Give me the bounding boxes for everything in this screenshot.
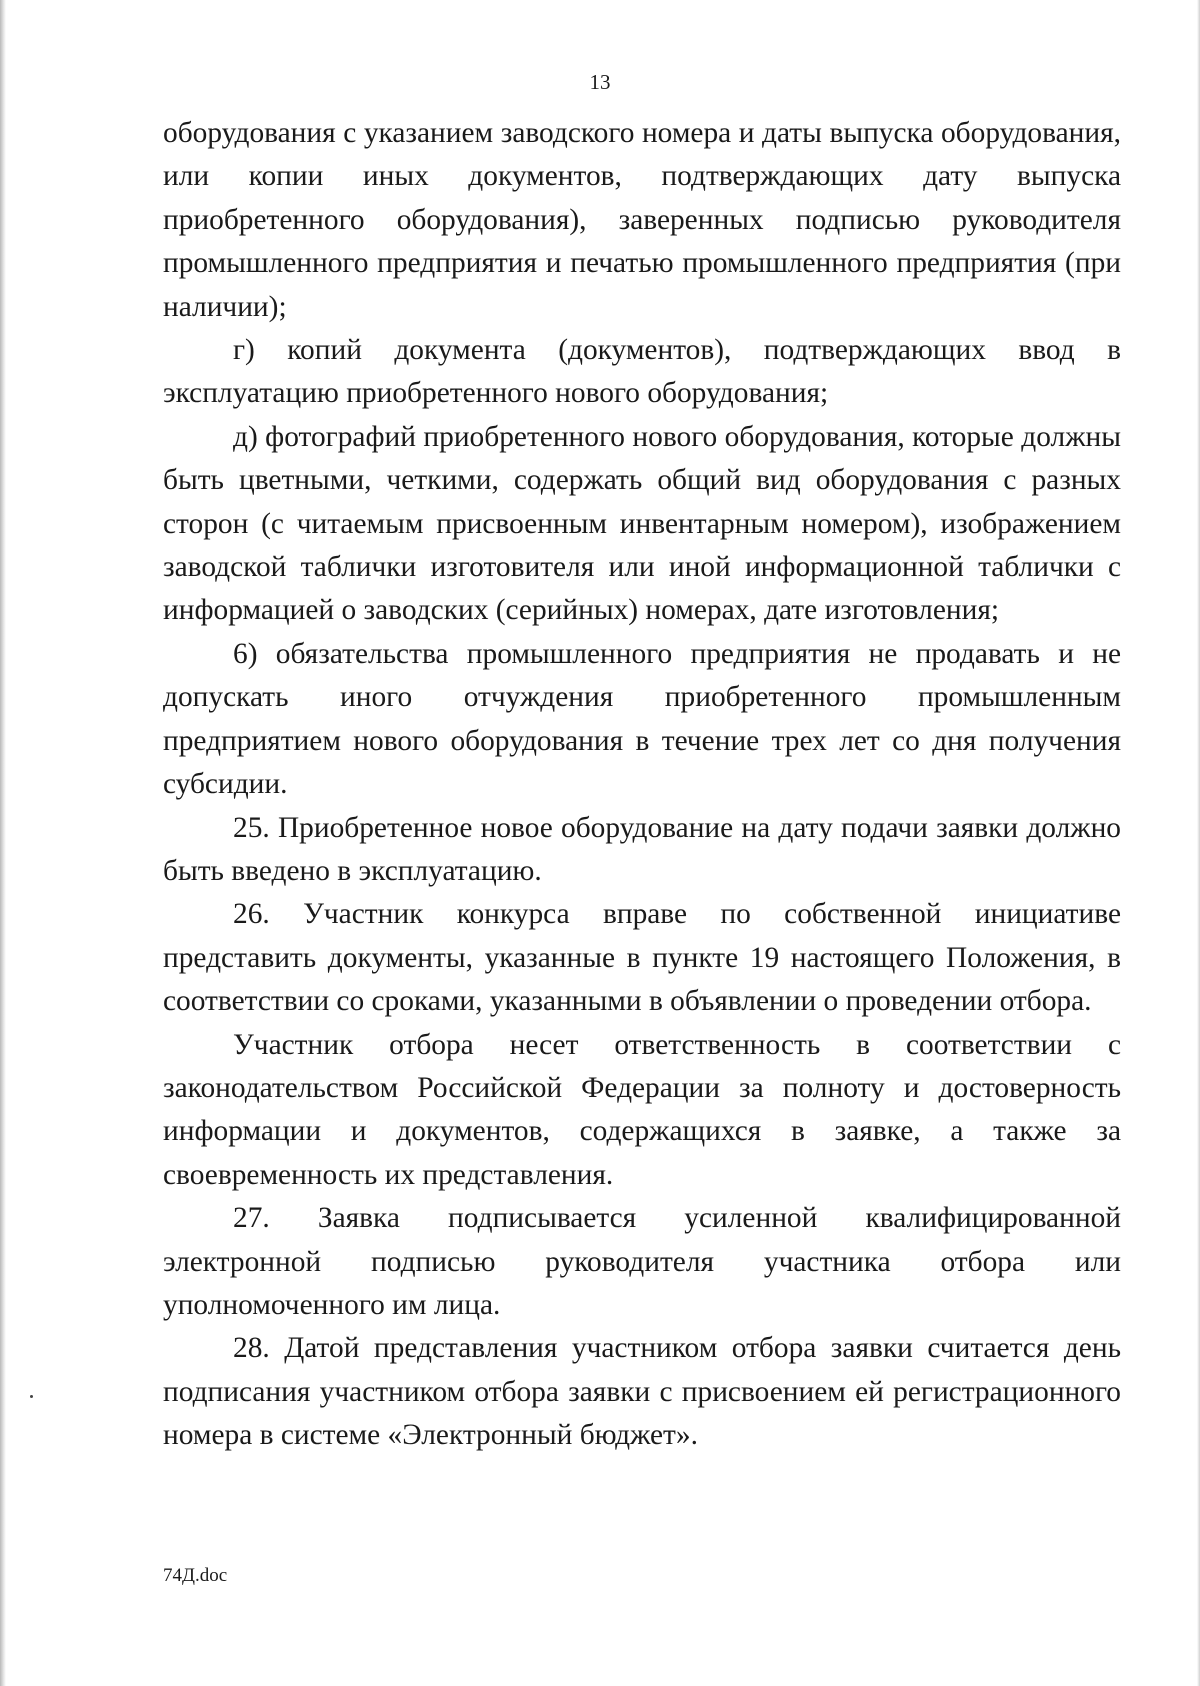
paragraph-clause-26: 26. Участник конкурса вправе по собственной инициативе представить документы, указанные в пункте 19 настоящего Положения, в соответствии со сроками, указанными в объявлении о проведении отбора. (163, 898, 1121, 1018)
paragraph-responsibility: Участник отбора несет ответственность в соответствии с законодательством Российской Федерации за полноту и достоверность информации и документов, содержащихся в заявке, а также за своевременность их представления. (163, 1028, 1121, 1191)
document-body (163, 112, 1121, 1458)
footer-filename: 74Д.doc (163, 1565, 228, 1586)
paragraph-clause-27: 27. Заявка подписывается усиленной квалифицированной электронной подписью руководителя участника отбора или уполномоченного им лица. (163, 1202, 1121, 1321)
scan-edge-left (0, 0, 6, 1686)
paragraph-clause-25: 25. Приобретенное новое оборудование на дату подачи заявки должно быть введено в эксплуатацию. (163, 811, 1121, 887)
paragraph-item-6: 6) обязательства промышленного предприятия не продавать и не допускать иного отчуждения приобретенного промышленным предприятием нового оборудования в течение трех лет со дня получения субсидии. (163, 637, 1121, 801)
paragraph-continuation: оборудования с указанием заводского номера и даты выпуска оборудования, или копии иных документов, подтверждающих дату выпуска приобретенного оборудования), заверенных подписью руководителя промышленного предприятия и печатью промышленного предприятия (при наличии); (163, 117, 1121, 323)
paragraph-item-g: г) копий документа (документов), подтверждающих ввод в эксплуатацию приобретенного нового оборудования; (163, 334, 1121, 410)
paragraph-clause-28: 28. Датой представления участником отбора заявки считается день подписания участником отбора заявки с присвоением ей регистрационного номера в системе «Электронный бюджет». (163, 1332, 1121, 1452)
scan-speck (30, 1395, 33, 1398)
page-number: 13 (589, 70, 611, 94)
paragraph-item-d: д) фотографий приобретенного нового оборудования, которые должны быть цветными, четкими, содержать общий вид оборудования с разных сторон (с читаемым присвоенным инвентарным номером), изображением заводской таблички изготовителя или иной информационной таблички с информацией о заводских (серийных) номерах, дате изготовления; (163, 420, 1121, 627)
